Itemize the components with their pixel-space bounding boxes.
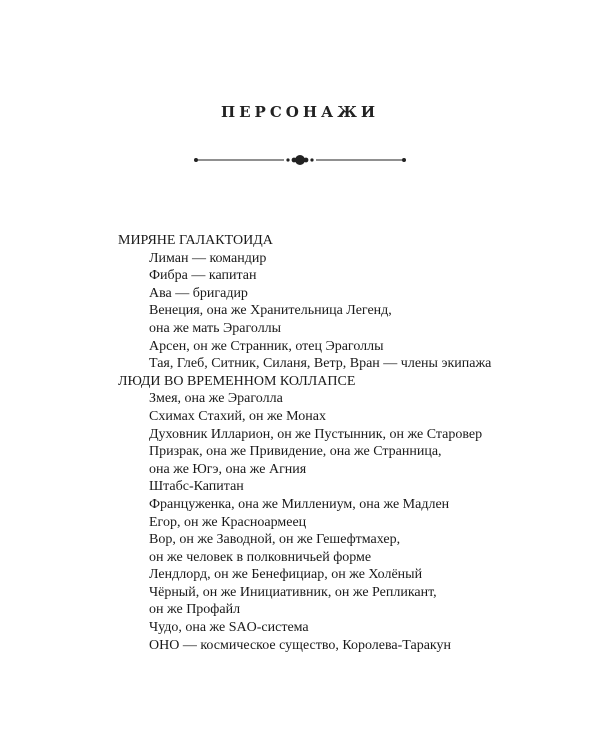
line-dots-ornament-icon [190,148,410,172]
group-heading: МИРЯНЕ ГАЛАКТОИДА [118,233,273,248]
character-entry: Венеция, она же Хранительница Легенд, [149,303,392,319]
character-entry: Лендлорд, он же Бенефициар, он же Холёный [149,567,423,583]
character-entry: Вор, он же Заводной, он же Гешефтмахер, [149,532,401,548]
page-title: ПЕРСОНАЖИ [220,103,380,121]
character-entry: Духовник Илларион, он же Пустынник, он же Старовер [149,426,483,442]
character-entry: Призрак, она же Привидение, она же Странница, [149,444,442,460]
character-list [118,232,578,654]
character-entry: Схимах Стахий, он же Монах [149,408,326,424]
character-entry: она же мать Эраголлы [149,320,282,336]
character-entry: Француженка, она же Миллениум, она же Мадлен [149,496,450,512]
character-entry: Чудо, она же SAO-система [149,620,309,636]
character-group [118,373,578,655]
character-entry: она же Югэ, она же Агния [149,461,307,477]
character-entry: он же Профайл [149,602,241,618]
character-entry: Ава — бригадир [149,285,248,301]
character-entry: Фибра — капитан [149,268,257,284]
character-entry: ОНО — космическое существо, Королева-Таракун [149,637,452,653]
character-entry: Егор, он же Красноармеец [149,514,307,530]
character-entry: Штабс-Капитан [149,479,244,495]
character-entry: он же человек в полковничьей форме [149,549,372,565]
character-entry: Тая, Глеб, Ситник, Силаня, Ветр, Вран — члены экипажа [149,356,492,372]
character-group [118,232,578,373]
character-entry: Арсен, он же Странник, отец Эраголлы [149,338,384,354]
character-entry: Чёрный, он же Инициативник, он же Репликант, [149,584,437,600]
character-entry: Змея, она же Эраголла [149,391,283,407]
character-entry: Лиман — командир [149,250,267,266]
group-heading: ЛЮДИ ВО ВРЕМЕННОМ КОЛЛАПСЕ [118,373,356,389]
